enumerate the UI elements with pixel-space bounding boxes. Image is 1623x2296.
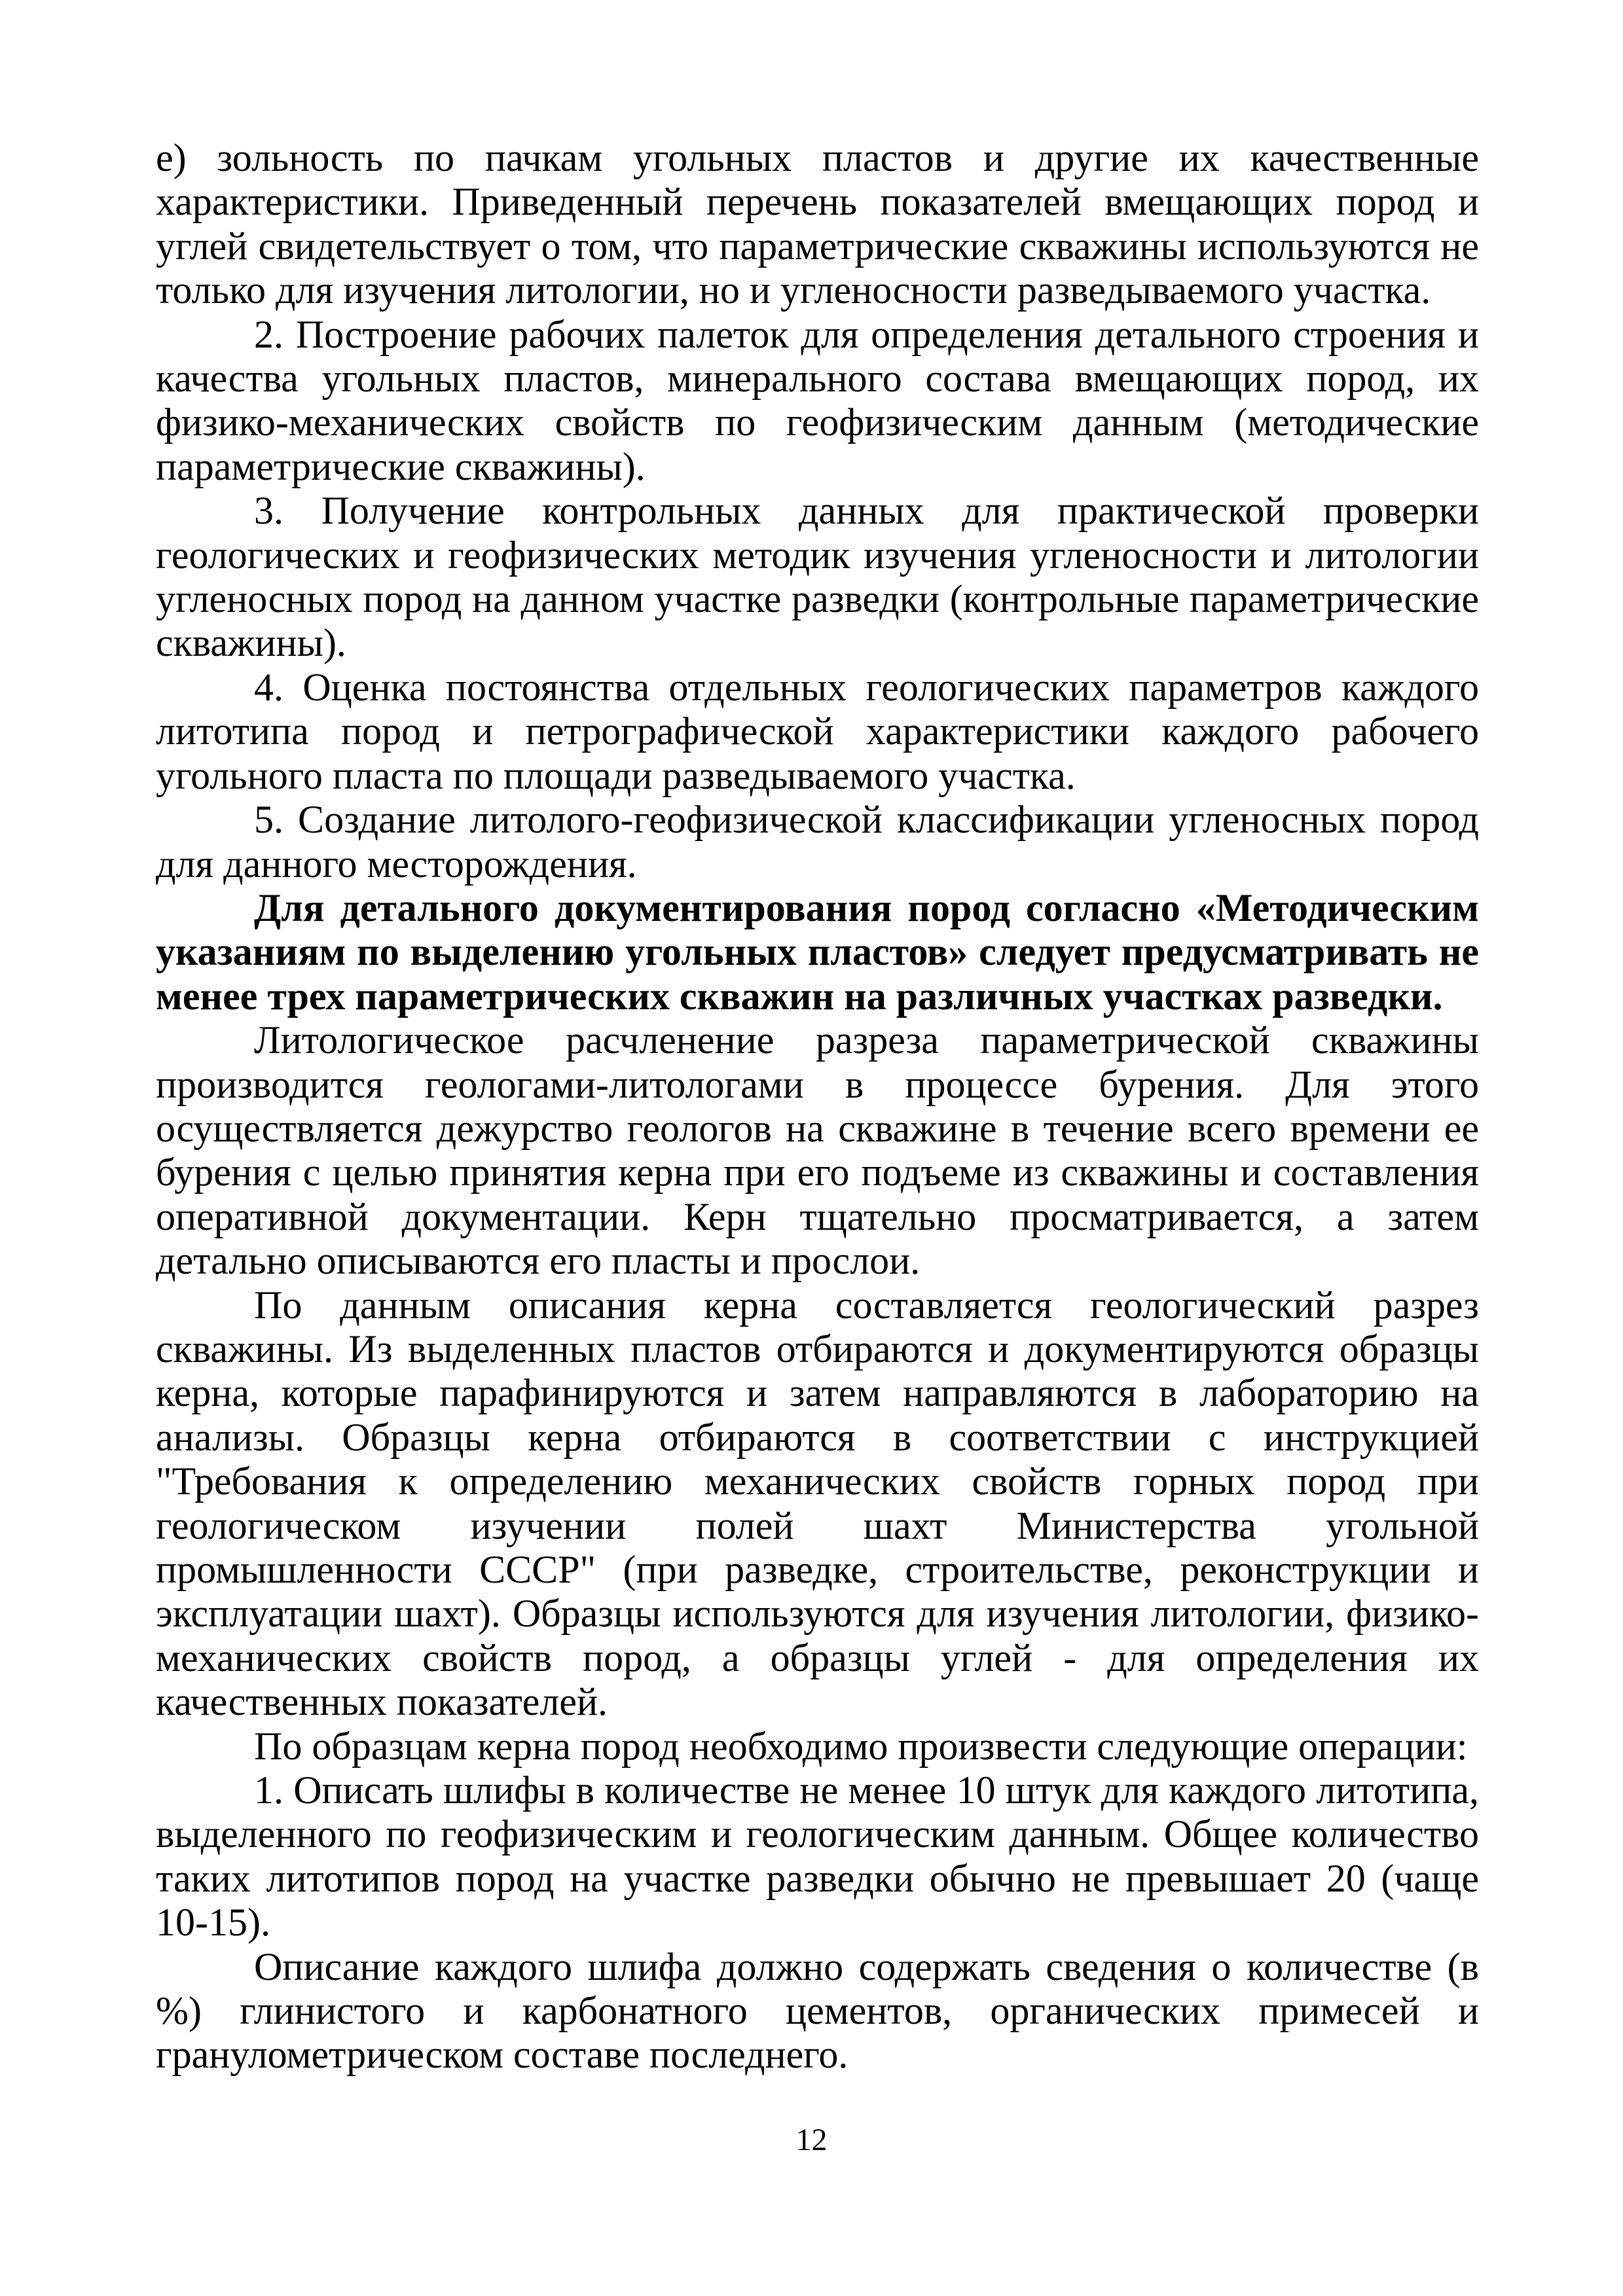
paragraph-item-2: 2. Построение рабочих палеток для определения детального строения и качества угольных пластов, минерального состава вмещающих пород, их физико-механических свойств по геофизическим данным (методические параметрические скважины). xyxy=(156,312,1479,488)
paragraph-thin-section: Описание каждого шлифа должно содержать сведения о количестве (в %) глинистого и карбонатного цементов, органических примесей и гранулометрическом составе последнего. xyxy=(156,1945,1479,2077)
paragraph-core-description: По данным описания керна составляется геологический разрез скважины. Из выделенных пластов отбираются и документируются образцы керна, которые парафинируются и затем направляются в лабораторию на анализы. Образцы керна отбираются в соответствии с инструкцией "Требования к определению механических свойств горных пород при геологическом изучении полей шахт Министерства угольной промышленности СССР" (при разведке, строительстве, реконструкции и эксплуатации шахт). Образцы используются для изучения литологии, физико-механических свойств пород, а образцы углей - для определения их качественных показателей. xyxy=(156,1283,1479,1724)
body-text xyxy=(156,136,1479,2077)
paragraph-operation-1: 1. Описать шлифы в количестве не менее 10 штук для каждого литотипа, выделенного по геофизическим и геологическим данным. Общее количество таких литотипов пород на участке разведки обычно не превышает 20 (чаще 10-15). xyxy=(156,1768,1479,1945)
page-number: 12 xyxy=(795,2123,828,2157)
paragraph-bold-requirement: Для детального документирования пород согласно «Методическим указаниям по выделению угольных пластов» следует предусматривать не менее трех параметрических скважин на различных участках разведки. xyxy=(156,886,1479,1018)
paragraph-item-5: 5. Создание литолого-геофизической классификации угленосных пород для данного месторождения. xyxy=(156,798,1479,886)
paragraph-ash-content: е) зольность по пачкам угольных пластов и другие их качественные характеристики. Приведенный перечень показателей вмещающих пород и углей свидетельствует о том, что параметрические скважины используются не только для изучения литологии, но и угленосности разведываемого участка. xyxy=(156,136,1479,312)
paragraph-item-3: 3. Получение контрольных данных для практической проверки геологических и геофизических методик изучения угленосности и литологии угленосных пород на данном участке разведки (контрольные параметрические скважины). xyxy=(156,489,1479,665)
paragraph-item-4: 4. Оценка постоянства отдельных геологических параметров каждого литотипа пород и петрографической характеристики каждого рабочего угольного пласта по площади разведываемого участка. xyxy=(156,665,1479,797)
paragraph-lithology: Литологическое расчленение разреза параметрической скважины производится геологами-литологами в процессе бурения. Для этого осуществляется дежурство геологов на скважине в течение всего времени ее бурения с целью принятия керна при его подъеме из скважины и составления оперативной документации. Керн тщательно просматривается, а затем детально описываются его пласты и прослои. xyxy=(156,1018,1479,1283)
paragraph-operations-intro: По образцам керна пород необходимо произвести следующие операции: xyxy=(254,1724,1468,1768)
